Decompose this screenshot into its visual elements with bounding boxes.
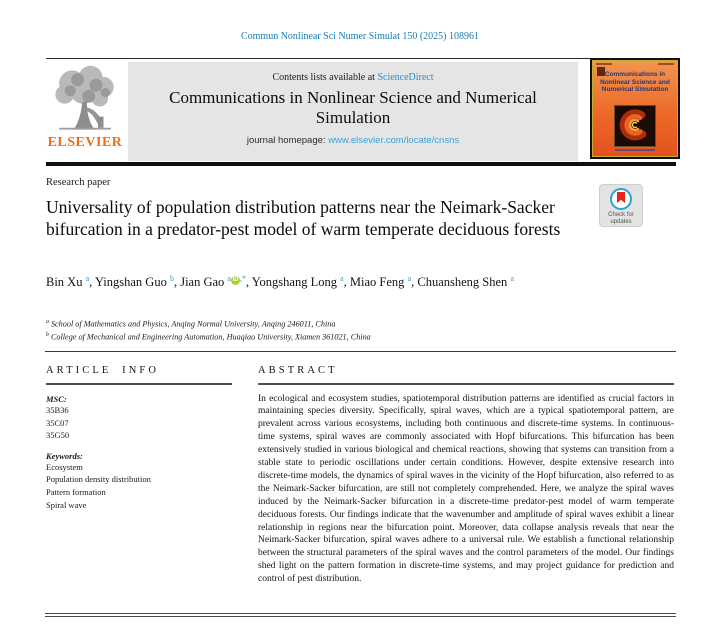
journal-citation: Commun Nonlinear Sci Numer Simulat 150 (2025) 108961 [240, 31, 480, 42]
check-updates-badge[interactable] [599, 184, 643, 227]
cover-background [592, 60, 678, 157]
author-separator: , [89, 275, 95, 290]
elsevier-wordmark: ELSEVIER [47, 135, 123, 150]
author-name: Yongshang Long [251, 275, 337, 290]
author [95, 275, 180, 289]
orcid-icon[interactable]: iD [232, 277, 239, 283]
author [350, 275, 414, 289]
abstract-column [258, 365, 674, 586]
abstract-rule [258, 383, 674, 385]
cover-spiral-art [614, 105, 656, 147]
elsevier-tree-icon [45, 63, 125, 137]
author-affil-sup: a [340, 274, 344, 283]
homepage-prefix: journal homepage: [246, 135, 329, 146]
article-info-column [46, 365, 232, 511]
article-info-heading: ARTICLE INFO [46, 365, 160, 376]
author-name: Yingshan Guo [94, 275, 167, 290]
header-bottom-rule [46, 162, 676, 166]
header-top-rule [46, 58, 676, 59]
journal-cover-thumbnail[interactable] [590, 58, 680, 159]
author [252, 275, 350, 289]
journal-header-box [128, 62, 578, 161]
check-updates-label: Check for updates [608, 212, 634, 225]
abstract-heading: ABSTRACT [258, 365, 338, 376]
keyword: Population density distribution [46, 474, 151, 485]
article-info-rule [46, 383, 232, 385]
affiliation-line: $^a$ School of Mathematics and Physics, Anqing Normal University, Anqing 246011, China [46, 319, 336, 329]
journal-title: Communications in Nonlinear Science and Numerical Simulation [169, 88, 537, 127]
keyword: Pattern formation [46, 486, 106, 497]
affiliations [46, 317, 371, 343]
paper-title: Universality of population distribution patterns near the Neimark-Sacker bifurcation in a predator-pest model of warm temperate deciduous forests [46, 197, 561, 239]
keywords-label: Keywords: [46, 450, 83, 461]
author-name: Chuansheng Shen [417, 275, 508, 290]
contents-line [128, 72, 578, 83]
abstract-text: In ecological and ecosystem studies, spatiotemporal distribution patterns are identified as crucial factors in maintaining species diversity. Specifically, spiral waves, which are a typical spatiotemporal pattern, are prevalent across various ecosystems, including both continuous and discrete-time systems. In continuous-time systems, spiral waves are commonly associated with Hopf bifurcations. This bifurcation has been extensively studied in various biological and chemical reactions, showing that systems can transition from a stable state to periodic oscillations under certain conditions. However, despite extensive research into discrete-time models, the dynamics of spiral waves in the vicinity of the Hopf bifurcation, also referred to as the Neimark-Sacker bifurcation, are still not completely comprehended. Here, we analyze the spiral waves induced by the Neimark-Sacker bifurcation in a discrete-time predator-pest model of warm temperate deciduous forests. Our findings indicate that the wavenumber and amplitude of spiral waves exhibit a linear relationship in regions near the bifurcation point. Moreover, data collapse analysis reveals that near the Neimark-Sacker bifurcation, spiral waves adhere to a universal rule. We establish a functional relationship between the structural parameters of the spiral waves and the control parameters of the model. Our findings shed light on the pattern formation in discrete-time systems, and may project guidance for prediction and control of pest distribution. [258, 393, 674, 585]
keyword: Spiral wave [46, 499, 87, 510]
article-type-label: Research paper [46, 177, 111, 188]
author-name: Bin Xu [46, 275, 83, 290]
contents-prefix: Contents lists available at [272, 72, 378, 83]
author-affil-sup: a [227, 274, 231, 283]
author-separator: , [411, 275, 415, 290]
author-name: Miao Feng [349, 275, 405, 290]
homepage-line [128, 135, 578, 146]
author-affil-sup: a [85, 274, 90, 283]
sciencedirect-link[interactable]: ScienceDirect [377, 72, 434, 83]
author-affil-sup: a [407, 274, 412, 283]
cover-footer-text [615, 149, 655, 151]
author-separator: , [173, 275, 181, 290]
cover-top-meta [596, 63, 674, 66]
msc-code: 35C07 [46, 417, 69, 428]
author-list [46, 271, 546, 291]
check-updates-icon [610, 188, 632, 210]
footer-double-rule [45, 613, 676, 617]
author-separator: , [245, 275, 252, 290]
cover-journal-title: Communications in Nonlinear Science and Numerical Simulation [600, 71, 670, 93]
elsevier-logo [45, 63, 125, 160]
author-affil-sup: a [510, 274, 514, 283]
keyword: Ecosystem [46, 461, 83, 472]
author-separator: , [343, 275, 350, 290]
msc-code: 35G50 [46, 430, 70, 441]
author [180, 275, 252, 289]
corresponding-author-sup: ,* [239, 274, 246, 283]
msc-label: MSC: [46, 394, 67, 404]
author-name: Jian Gao [180, 275, 225, 290]
section-divider-rule [45, 351, 676, 352]
homepage-link[interactable]: www.elsevier.com/locate/cnsns [328, 135, 460, 146]
author-affil-sup: b [169, 274, 174, 283]
author [46, 275, 95, 289]
msc-code: 35B36 [46, 405, 69, 415]
affiliation-line: $^b$ College of Mechanical and Engineering Automation, Huaqiao University, Xiamen 361021, China [46, 332, 371, 342]
author [417, 275, 514, 289]
